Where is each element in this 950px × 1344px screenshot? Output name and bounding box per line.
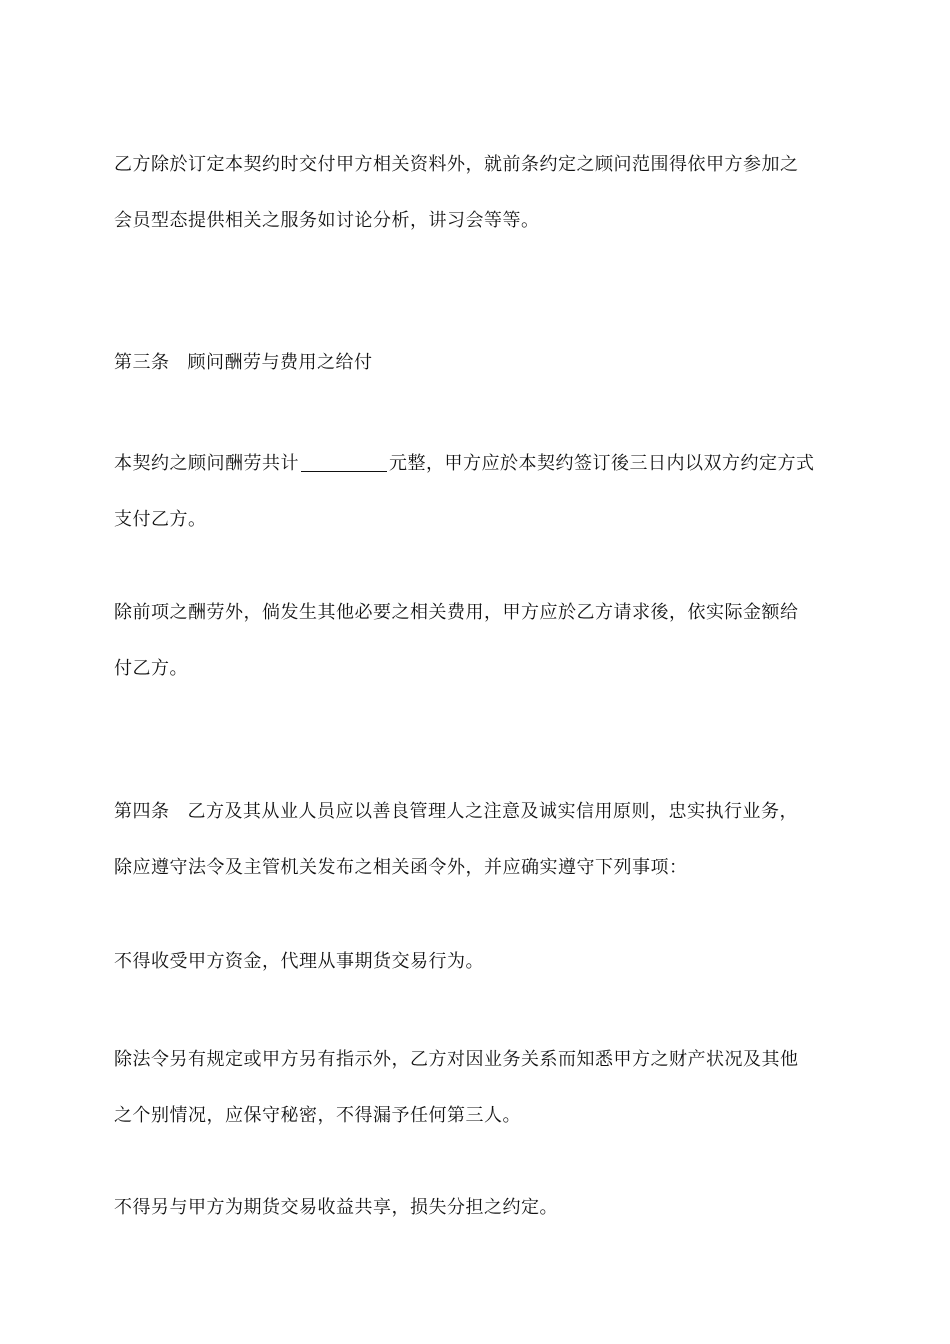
text-line: 会员型态提供相关之服务如讨论分析，讲习会等等。 <box>114 210 540 231</box>
text-line: 支付乙方。 <box>114 509 207 530</box>
article-number: 第三条 <box>114 352 170 373</box>
text-line: 之个别情况，应保守秘密，不得漏予任何第三人。 <box>114 1105 521 1126</box>
paragraph-other-expenses <box>114 585 844 697</box>
text-line: 除前项之酬劳外，倘发生其他必要之相关费用，甲方应於乙方请求後，依实际金额给 <box>114 602 799 623</box>
paragraph-no-profit-sharing <box>114 1180 844 1236</box>
text-line: 不得收受甲方资金，代理从事期货交易行为。 <box>114 951 484 972</box>
heading-line <box>114 784 844 840</box>
amount-blank <box>301 453 387 472</box>
paragraph-service-scope <box>114 137 844 249</box>
article-number: 第四条 <box>114 801 170 822</box>
text-line: 付乙方。 <box>114 658 188 679</box>
text-line: 除法令另有规定或甲方另有指示外，乙方对因业务关系而知悉甲方之财产状况及其他 <box>114 1049 799 1070</box>
text-line <box>114 436 844 492</box>
text-segment: 本契约之顾问酬劳共计 <box>114 453 299 474</box>
paragraph-confidentiality <box>114 1032 844 1144</box>
article-3-heading <box>114 335 844 391</box>
article-title: 顾问酬劳与费用之给付 <box>187 352 373 373</box>
text-line: 乙方除於订定本契约时交付甲方相关资料外，就前条约定之顾问范围得依甲方参加之 <box>114 154 799 175</box>
text-line: 除应遵守法令及主管机关发布之相关函令外，并应确实遵守下列事项： <box>114 857 688 878</box>
article-text: 乙方及其从业人员应以善良管理人之注意及诚实信用原则，忠实执行业务， <box>187 801 798 822</box>
heading-line <box>114 335 844 391</box>
text-line: 不得另与甲方为期货交易收益共享，损失分担之约定。 <box>114 1197 558 1218</box>
text-segment: 元整，甲方应於本契约签订後三日内以双方约定方式 <box>389 453 815 474</box>
paragraph-fee-amount <box>114 436 844 548</box>
paragraph-no-funds <box>114 934 844 990</box>
article-4 <box>114 784 844 896</box>
